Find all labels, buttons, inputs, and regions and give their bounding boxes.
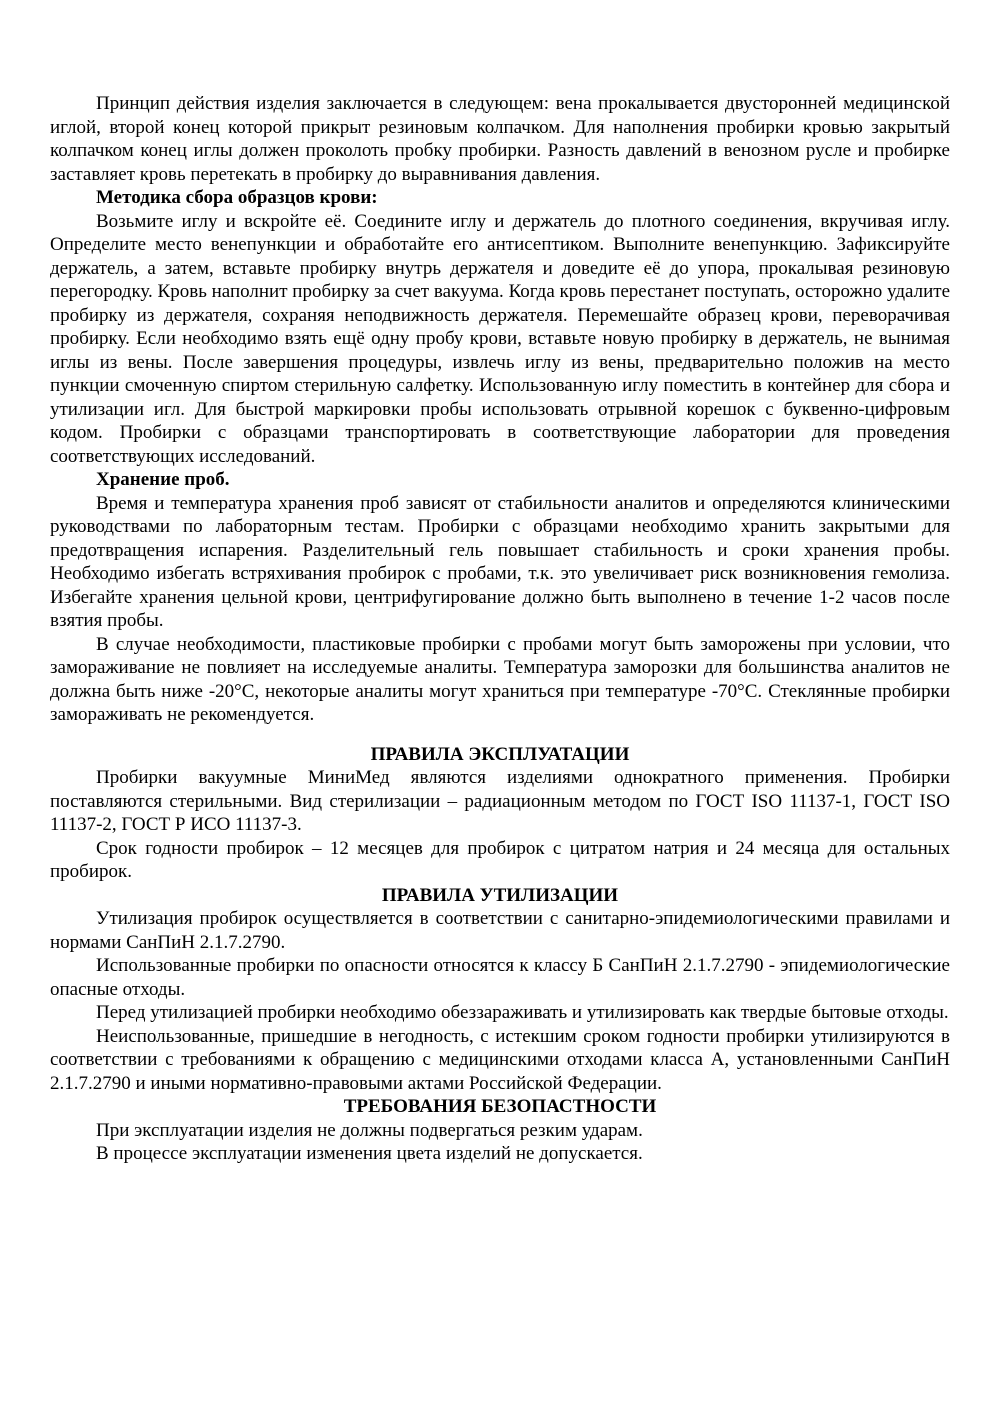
document-body	[50, 92, 950, 1166]
paragraph: Срок годности пробирок – 12 месяцев для пробирок с цитратом натрия и 24 месяца для остальных пробирок.	[50, 837, 950, 882]
paragraph: В случае необходимости, пластиковые пробирки с пробами могут быть заморожены при условии, что замораживание не повлияет на исследуемые аналиты. Температура заморозки для большинства аналитов не должна быть ниже -20°С, некоторые аналиты могут храниться при температуре -70°С. Стеклянные пробирки замораживать не рекомендуется.	[50, 633, 950, 725]
section-heading: ПРАВИЛА УТИЛИЗАЦИИ	[381, 884, 619, 906]
paragraph: Перед утилизацией пробирки необходимо обеззараживать и утилизировать как твердые бытовые отходы.	[96, 1002, 949, 1023]
paragraph: Утилизация пробирок осуществляется в соответствии с санитарно-эпидемиологическими правилами и нормами СанПиН 2.1.7.2790.	[50, 908, 950, 953]
section-heading: ПРАВИЛА ЭКСПЛУАТАЦИИ	[370, 743, 630, 765]
paragraph: Возьмите иглу и вскройте её. Соедините иглу и держатель до плотного соединения, вкручивая иглу. Определите место венепункции и обработайте его антисептиком. Выполните венепункцию. Зафиксируйте держатель, а затем, вставьте пробирку внутрь держателя и доведите её до упора, прокалывая резиновую перегородку. Кровь наполнит пробирку за счет вакуума. Когда кровь перестанет поступать, осторожно удалите пробирку из держателя, сохраняя неподвижность держателя. Перемешайте образец крови, переворачивая пробирку. Если необходимо взять ещё одну пробу крови, вставьте новую пробирку в держатель, не вынимая иглы из вены. После завершения процедуры, извлечь иглу из вены, предварительно положив на место пункции смоченную спиртом стерильную салфетку. Использованную иглу поместить в контейнер для сбора и утилизации игл. Для быстрой маркировки пробы использовать отрывной корешок с буквенно-цифровым кодом. Пробирки с образцами транспортировать в соответствующие лаборатории для проведения соответствующих исследований.	[50, 210, 950, 467]
paragraph: В процессе эксплуатации изменения цвета изделий не допускается.	[96, 1143, 643, 1164]
subsection-heading: Методика сбора образцов крови:	[96, 187, 378, 208]
paragraph: Пробирки вакуумные МиниМед являются изделиями однократного применения. Пробирки поставляются стерильными. Вид стерилизации – радиационным методом по ГОСТ ISO 11137-1, ГОСТ ISO 11137-2, ГОСТ Р ИСО 11137-3.	[50, 767, 950, 835]
subsection-heading: Хранение проб.	[96, 469, 230, 490]
paragraph: При эксплуатации изделия не должны подвергаться резким ударам.	[96, 1119, 643, 1141]
paragraph: Принцип действия изделия заключается в следующем: вена прокалывается двусторонней медицинской иглой, второй конец которой прикрыт резиновым колпачком. Для наполнения пробирки кровью закрытый колпачком конец иглы должен проколоть пробку пробирки. Разность давлений в венозном русле и пробирке заставляет кровь перетекать в пробирку до выравнивания давления.	[50, 93, 950, 185]
paragraph: Время и температура хранения проб зависят от стабильности аналитов и определяются клиническими руководствами по лабораторным тестам. Пробирки с образцами необходимо хранить закрытыми для предотвращения испарения. Разделительный гель повышает стабильность и сроки хранения пробы. Необходимо избегать встряхивания пробирок с пробами, т.к. это увеличивает риск возникновения гемолиза. Избегайте хранения цельной крови, центрифугирование должно быть выполнено в течение 1-2 часов после взятия пробы.	[50, 492, 950, 631]
section-heading: ТРЕБОВАНИЯ БЕЗОПАСТНОСТИ	[343, 1096, 657, 1117]
paragraph: Неиспользованные, пришедшие в негодность, с истекшим сроком годности пробирки утилизируются в соответствии с требованиями к обращению с медицинскими отходами класса А, установленными СанПиН 2.1.7.2790 и иными нормативно-правовыми актами Российской Федерации.	[50, 1025, 950, 1094]
paragraph: Использованные пробирки по опасности относятся к классу Б СанПиН 2.1.7.2790 - эпидемиологические опасные отходы.	[50, 955, 950, 1000]
